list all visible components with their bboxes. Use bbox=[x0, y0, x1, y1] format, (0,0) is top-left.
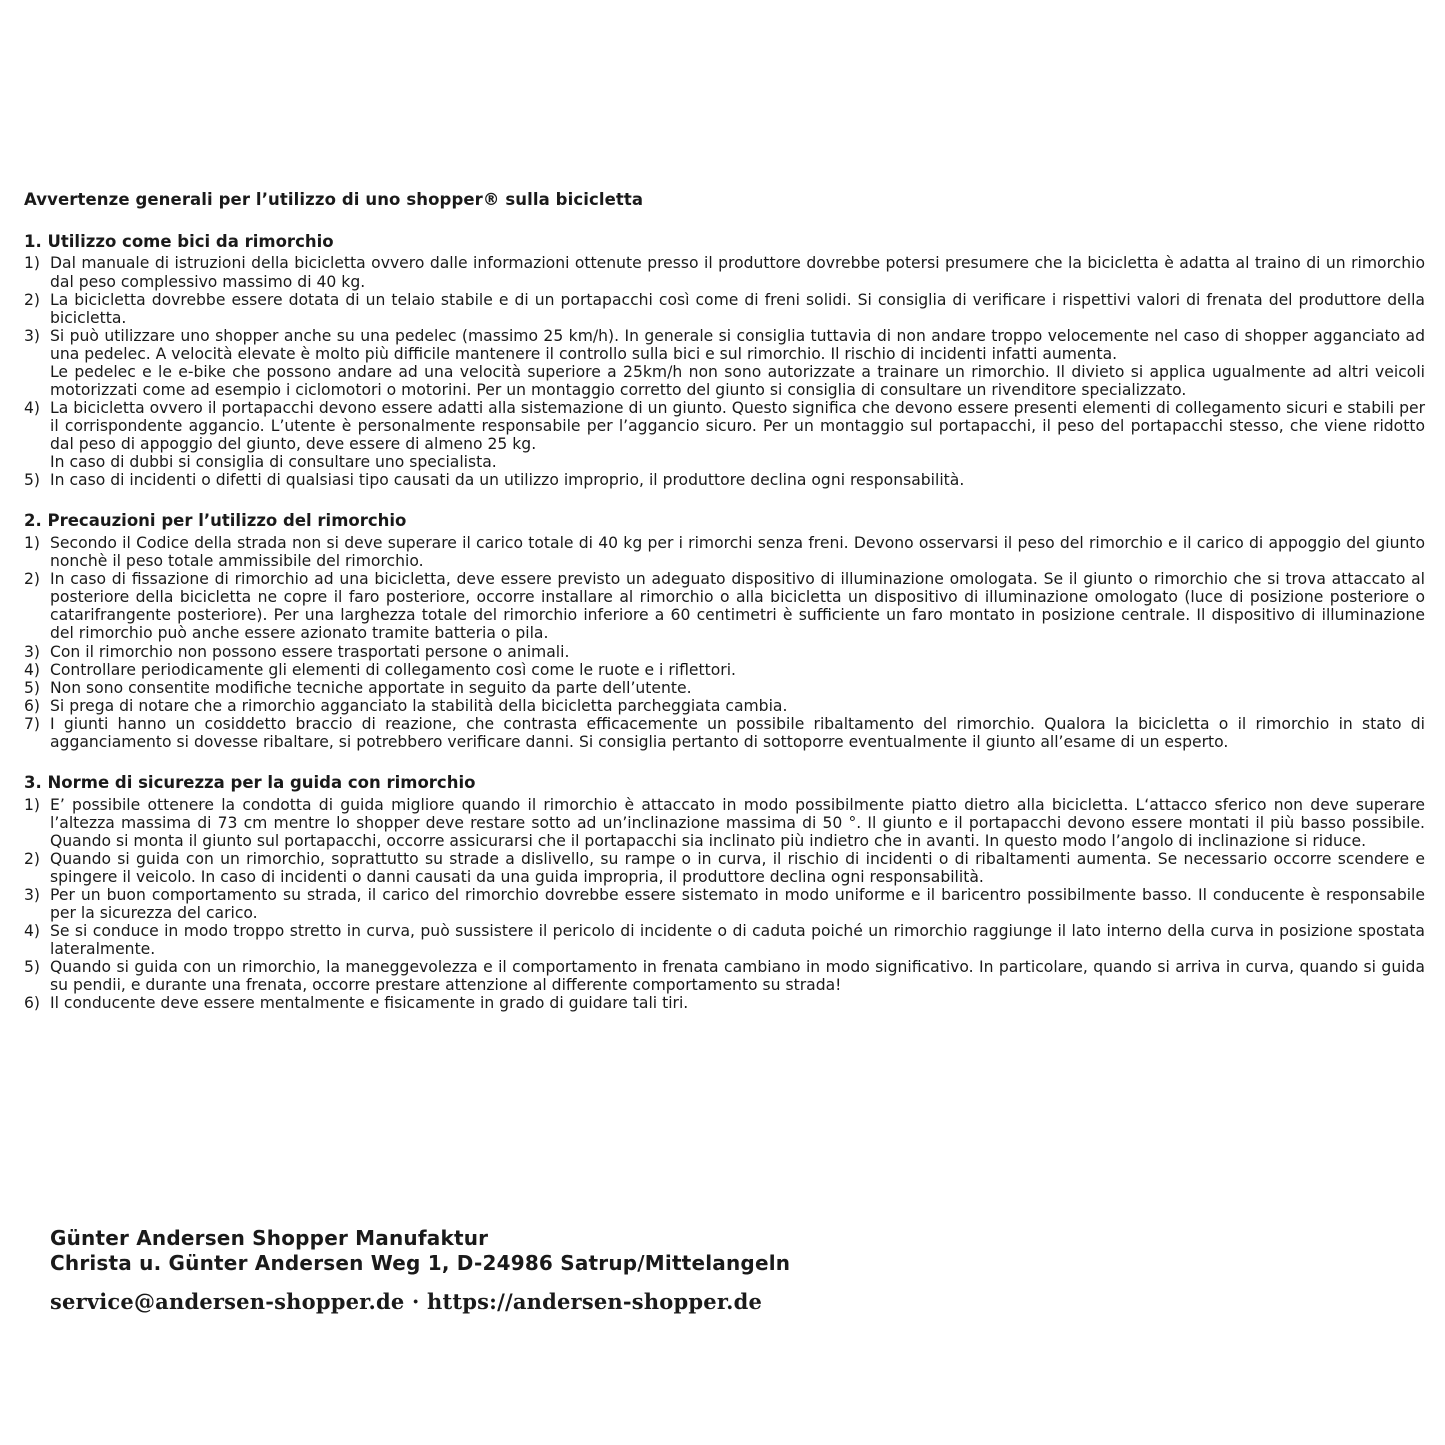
list-item-body bbox=[50, 922, 1425, 958]
document-footer bbox=[50, 1226, 1250, 1317]
list-item-body bbox=[50, 327, 1425, 399]
document-section bbox=[24, 232, 1425, 490]
paragraph: Dal manuale di istruzioni della bicicletta ovvero dalle informazioni ottenute presso il produttore dovrebbe potersi presumere che la bicicletta è adatta al traino di un rimorchio dal peso complessivo massimo di 40 kg. bbox=[50, 254, 1425, 291]
list-item-body bbox=[50, 534, 1425, 570]
document-section bbox=[24, 773, 1425, 1013]
section-heading: 1. Utilizzo come bici da rimorchio bbox=[24, 231, 334, 251]
list-item-body bbox=[50, 679, 1425, 697]
list-item-body bbox=[50, 471, 1425, 489]
paragraph: Quando si guida con un rimorchio, la maneggevolezza e il comportamento in frenata cambiano in modo significativo. In particolare, quando si arriva in curva, quando si guida su pendii, e durante una frenata, occorre prestare attenzione al differente comportamento su strada! bbox=[50, 958, 1425, 995]
list-item-body bbox=[50, 643, 1425, 661]
list-item bbox=[24, 697, 1425, 715]
list-item-body bbox=[50, 254, 1425, 290]
list-item-body bbox=[50, 994, 1425, 1012]
list-item-body bbox=[50, 399, 1425, 471]
list-item-marker: 1) bbox=[24, 254, 41, 273]
list-item bbox=[24, 796, 1425, 850]
list-item-body bbox=[50, 796, 1425, 850]
list-item-marker: 2) bbox=[24, 849, 41, 868]
paragraph: Le pedelec e le e-bike che possono andare ad una velocità superiore a 25km/h non sono autorizzate a trainare un rimorchio. Il divieto si applica ugualmente ad altri veicoli motorizzati come ad esempio i ciclomotori o motorini. Per un montaggio corretto del giunto si consiglia di consultare un rivenditore specializzato. bbox=[50, 362, 1425, 399]
list-item-marker: 1) bbox=[24, 534, 41, 553]
list-item-body bbox=[50, 661, 1425, 679]
list-item-marker: 4) bbox=[24, 922, 41, 941]
paragraph: La bicicletta ovvero il portapacchi devono essere adatti alla sistemazione di un giunto. Questo significa che devono essere presenti elementi di collegamento sicuri e stabili per il corrispondente aggancio. L’utente è personalmente responsabile per l’aggancio sicuro. Per un montaggio sul portapacchi, il peso del portapacchi stesso, che viene ridotto dal peso di appoggio del giunto, deve essere di almeno 25 kg. bbox=[50, 399, 1425, 454]
paragraph: E’ possibile ottenere la condotta di guida migliore quando il rimorchio è attaccato in modo possibilmente piatto dietro alla bicicletta. L‘attacco sferico non deve superare l’altezza massima di 73 cm mentre lo shopper deve restare sotto ad un’inclinazione massima di 50 °. Il giunto e il portapacchi devono essere montati il più basso possibile. Quando si monta il giunto sul portapacchi, occorre assicurarsi che il portapacchi sia inclinato più indietro che in avanti. In questo modo l’angolo di inclinazione si riduce. bbox=[50, 795, 1425, 850]
paragraph: La bicicletta dovrebbe essere dotata di un telaio stabile e di un portapacchi così come di freni solidi. Si consiglia di verificare i rispettivi valori di frenata del produttore della bicicletta. bbox=[50, 290, 1425, 327]
list-item-body bbox=[50, 958, 1425, 994]
paragraph: Si può utilizzare uno shopper anche su una pedelec (massimo 25 km/h). In generale si consiglia tuttavia di non andare troppo velocemente nel caso di shopper agganciato ad una pedelec. A velocità elevate è molto più difficile mantenere il controllo sulla bici e sul rimorchio. Il rischio di incidenti infatti aumenta. bbox=[50, 326, 1425, 363]
paragraph: Se si conduce in modo troppo stretto in curva, può sussistere il pericolo di incidente o di caduta poiché un rimorchio raggiunge il lato interno della curva in posizione spostata lateralmente. bbox=[50, 922, 1425, 959]
footer-company: Günter Andersen Shopper Manufaktur bbox=[50, 1226, 489, 1251]
paragraph: I giunti hanno un cosiddetto braccio di reazione, che contrasta efficacemente un possibile ribaltamento del rimorchio. Qualora la bicicletta o il rimorchio in stato di agganciamento si dovesse ribaltare, si potrebbero verificare danni. Si consiglia pertanto di sottoporre eventualmente il giunto all’esame di un esperto. bbox=[50, 714, 1425, 751]
paragraph: In caso di dubbi si consiglia di consultare uno specialista. bbox=[50, 453, 497, 472]
list-item-marker: 7) bbox=[24, 714, 41, 733]
paragraph: In caso di fissazione di rimorchio ad una bicicletta, deve essere previsto un adeguato dispositivo di illuminazione omologata. Se il giunto o rimorchio che si trova attaccato al posteriore della bicicletta ne copre il faro posteriore, occorre installare al rimorchio o alla bicicletta un dispositivo di illuminazione omologato (luce di posizione posteriore o catarifrangente posteriore). Per una larghezza totale del rimorchio inferiore a 60 centimetri è sufficiente un faro montato in posizione centrale. Il dispositivo di illuminazione del rimorchio può anche essere azionato tramite batteria o pila. bbox=[50, 570, 1425, 643]
list-item-marker: 2) bbox=[24, 570, 41, 589]
paragraph: Controllare periodicamente gli elementi di collegamento così come le ruote e i riflettori. bbox=[50, 660, 736, 679]
list-item-marker: 4) bbox=[24, 399, 41, 418]
sections-container bbox=[24, 232, 1425, 1013]
list-item-marker: 6) bbox=[24, 696, 41, 715]
footer-address: Christa u. Günter Andersen Weg 1, D-24986 Satrup/Mittelangeln bbox=[50, 1251, 791, 1276]
list-item bbox=[24, 850, 1425, 886]
list-item bbox=[24, 570, 1425, 642]
list-item-marker: 3) bbox=[24, 886, 41, 905]
list-item-body bbox=[50, 715, 1425, 751]
list-item bbox=[24, 399, 1425, 471]
list-item bbox=[24, 679, 1425, 697]
list-item bbox=[24, 886, 1425, 922]
list-item bbox=[24, 661, 1425, 679]
list-item bbox=[24, 327, 1425, 399]
list-item bbox=[24, 643, 1425, 661]
page-title: Avvertenze generali per l’utilizzo di uno shopper® sulla bicicletta bbox=[24, 190, 644, 209]
paragraph: Non sono consentite modifiche tecniche apportate in seguito da parte dell’utente. bbox=[50, 678, 692, 697]
paragraph: Secondo il Codice della strada non si deve superare il carico totale di 40 kg per i rimorchi senza freni. Devono osservarsi il peso del rimorchio e il carico di appoggio del giunto nonchè il peso totale ammissibile del rimorchio. bbox=[50, 534, 1425, 571]
section-heading: 2. Precauzioni per l’utilizzo del rimorchio bbox=[24, 511, 407, 531]
list-item-body bbox=[50, 291, 1425, 327]
list-item bbox=[24, 291, 1425, 327]
list-item bbox=[24, 922, 1425, 958]
list-item-marker: 6) bbox=[24, 994, 41, 1013]
paragraph: Con il rimorchio non possono essere trasportati persone o animali. bbox=[50, 642, 570, 661]
list-item-body bbox=[50, 697, 1425, 715]
list-item-marker: 5) bbox=[24, 678, 41, 697]
list-item bbox=[24, 471, 1425, 489]
paragraph: Si prega di notare che a rimorchio agganciato la stabilità della bicicletta parcheggiata cambia. bbox=[50, 696, 788, 715]
list-item-marker: 3) bbox=[24, 642, 41, 661]
list-item-marker: 5) bbox=[24, 958, 41, 977]
section-heading: 3. Norme di sicurezza per la guida con rimorchio bbox=[24, 773, 476, 792]
list-item-body bbox=[50, 886, 1425, 922]
list-item-marker: 4) bbox=[24, 660, 41, 679]
paragraph: In caso di incidenti o difetti di qualsiasi tipo causati da un utilizzo improprio, il produttore declina ogni responsabilità. bbox=[50, 471, 965, 490]
list-item-body bbox=[50, 850, 1425, 886]
list-item-marker: 2) bbox=[24, 290, 41, 309]
list-item-marker: 5) bbox=[24, 471, 41, 490]
document-section bbox=[24, 511, 1425, 751]
paragraph: Per un buon comportamento su strada, il carico del rimorchio dovrebbe essere sistemato in modo uniforme e il baricentro possibilmente basso. Il conducente è responsabile per la sicurezza del carico. bbox=[50, 886, 1425, 923]
list-item-body bbox=[50, 570, 1425, 642]
paragraph: Quando si guida con un rimorchio, soprattutto su strade a dislivello, su rampe o in curva, il rischio di incidenti o di ribaltamenti aumenta. Se necessario occorre scendere e spingere il veicolo. In caso di incidenti o danni causati da una guida impropria, il produttore declina ogni responsabilità. bbox=[50, 849, 1425, 886]
list-item bbox=[24, 715, 1425, 751]
list-item-marker: 3) bbox=[24, 326, 41, 345]
footer-contact: service@andersen-shopper.de · https://andersen-shopper.de bbox=[50, 1288, 763, 1314]
list-item bbox=[24, 994, 1425, 1012]
list-item bbox=[24, 958, 1425, 994]
list-item bbox=[24, 534, 1425, 570]
paragraph: Il conducente deve essere mentalmente e fisicamente in grado di guidare tali tiri. bbox=[50, 994, 689, 1013]
list-item-marker: 1) bbox=[24, 795, 41, 814]
list-item bbox=[24, 254, 1425, 290]
